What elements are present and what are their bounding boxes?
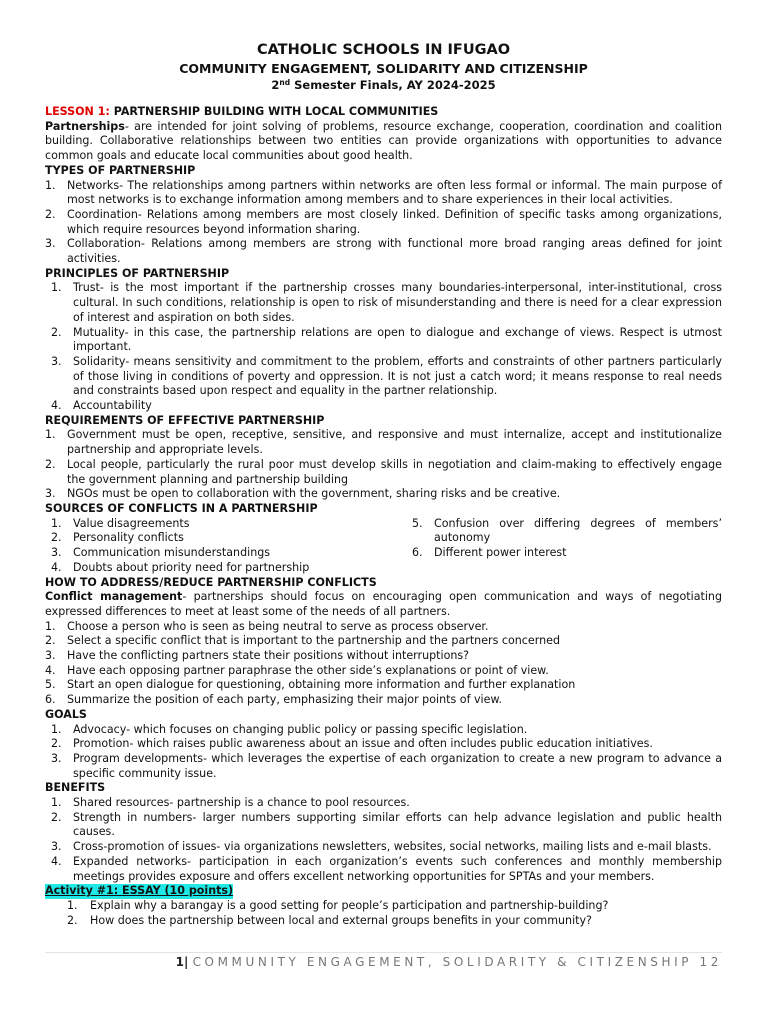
list-item-number: 1. xyxy=(51,516,62,530)
list-item xyxy=(45,737,722,752)
list-item-number: 1. xyxy=(51,281,62,295)
list-item xyxy=(45,723,722,738)
conflict-management-definition: Conflict management- partnerships should focus on encouraging open communication and ways of negotiating expressed differences to meet at least some of the needs of all partners. xyxy=(45,590,722,618)
list-item-number: 2. xyxy=(51,531,62,545)
list-item-text: Local people, particularly the rural poor must develop skills in negotiation and claim-making to effectively engage the government planning and partnership building xyxy=(67,457,722,486)
page-footer xyxy=(45,955,722,969)
list-item xyxy=(45,326,722,355)
list-item xyxy=(45,281,722,325)
list-item-number: 6. xyxy=(412,546,423,560)
list-item-text: Communication misunderstandings xyxy=(73,546,271,560)
list-item xyxy=(45,517,412,532)
term-title: 2nd Semester Finals, AY 2024-2025 xyxy=(271,78,496,92)
list-item-text: Networks- The relationships among partners within networks are often less formal or informal. The main purpose of most networks is to exchange information among members and to share experiences in their local activities. xyxy=(67,178,722,207)
list-item-text: Solidarity- means sensitivity and commitment to the problem, efforts and constraints of other partners particularly of those living in conditions of poverty and oppression. It is not just a catch word; it means response to real needs and constraints based upon respect and equality in the partner relationship. xyxy=(73,354,722,398)
list-item xyxy=(412,517,722,546)
list-item xyxy=(45,752,722,781)
list-item-text: Select a specific conflict that is important to the partnership and the partners concerned xyxy=(67,634,560,648)
list-item-text: Start an open dialogue for questioning, obtaining more information and further explanation xyxy=(67,678,576,692)
list-item-number: 3. xyxy=(51,840,62,854)
list-item xyxy=(45,693,722,708)
list-item xyxy=(45,678,722,693)
list-item xyxy=(45,840,722,855)
list-item-text: Shared resources- partnership is a chance to pool resources. xyxy=(73,796,410,810)
benefits-list xyxy=(45,796,722,884)
list-item xyxy=(45,179,722,208)
requirements-heading: REQUIREMENTS OF EFFECTIVE PARTNERSHIP xyxy=(45,413,325,427)
list-item-number: 1. xyxy=(67,898,78,912)
footer-separator: | xyxy=(184,955,193,969)
list-item xyxy=(45,811,722,840)
footer-course-title: COMMUNITY ENGAGEMENT, SOLIDARITY & CITIZENSHIP 12 xyxy=(192,955,722,969)
list-item-number: 3. xyxy=(51,546,62,560)
list-item xyxy=(45,914,722,929)
list-item xyxy=(45,855,722,884)
footer-divider xyxy=(45,952,722,953)
lesson-heading xyxy=(45,105,722,120)
course-title: COMMUNITY ENGAGEMENT, SOLIDARITY AND CITIZENSHIP xyxy=(179,61,588,76)
list-item-number: 1. xyxy=(45,619,56,633)
list-item-text: Have each opposing partner paraphrase the other side’s explanations or point of view. xyxy=(67,663,549,677)
address-heading: HOW TO ADDRESS/REDUCE PARTNERSHIP CONFLICTS xyxy=(45,575,377,589)
list-item xyxy=(45,546,412,561)
list-item xyxy=(45,531,412,546)
list-item xyxy=(45,796,722,811)
benefits-heading: BENEFITS xyxy=(45,781,106,795)
list-item-number: 4. xyxy=(51,399,62,413)
list-item xyxy=(45,355,722,399)
list-item-number: 4. xyxy=(51,560,62,574)
activity-heading xyxy=(45,884,722,899)
page-number: 1 xyxy=(175,955,184,969)
lesson-title: PARTNERSHIP BUILDING WITH LOCAL COMMUNITIES xyxy=(109,105,439,118)
list-item-number: 2. xyxy=(45,207,56,221)
address-list xyxy=(45,620,722,708)
list-item xyxy=(45,458,722,487)
list-item-text: Value disagreements xyxy=(73,516,190,530)
principles-heading: PRINCIPLES OF PARTNERSHIP xyxy=(45,266,230,280)
list-item xyxy=(45,487,722,502)
list-item xyxy=(45,664,722,679)
list-item-text: Have the conflicting partners state their positions without interruptions? xyxy=(67,649,470,663)
list-item xyxy=(45,649,722,664)
list-item-text: Doubts about priority need for partnership xyxy=(73,560,310,574)
list-item-number: 3. xyxy=(45,237,56,251)
list-item-text: Cross-promotion of issues- via organizations newsletters, websites, social networks, mailing lists and e-mail blasts. xyxy=(73,840,712,854)
conflicts-right-list xyxy=(412,517,722,576)
conflicts-heading: SOURCES OF CONFLICTS IN A PARTNERSHIP xyxy=(45,501,318,515)
list-item-number: 3. xyxy=(45,649,56,663)
list-item-text: Explain why a barangay is a good setting for people’s participation and partnership-building? xyxy=(90,898,609,912)
list-item-number: 2. xyxy=(67,913,78,927)
list-item xyxy=(45,634,722,649)
list-item-number: 1. xyxy=(45,428,56,442)
list-item-number: 1. xyxy=(45,178,56,192)
list-item-number: 2. xyxy=(51,810,62,824)
list-item-number: 2. xyxy=(45,634,56,648)
list-item-text: Collaboration- Relations among members are strong with functional more broad ranging areas defined for joint activities. xyxy=(67,237,722,266)
list-item-text: How does the partnership between local and external groups benefits in your community? xyxy=(90,913,592,927)
activity-label: Activity #1: ESSAY (10 points) xyxy=(45,884,234,898)
list-item-number: 4. xyxy=(51,854,62,868)
types-list xyxy=(45,179,722,267)
list-item-number: 4. xyxy=(45,663,56,677)
list-item-number: 1. xyxy=(51,796,62,810)
list-item-text: Expanded networks- participation in each organization’s events such conferences and monthly membership meetings provides exposure and offers excellent networking opportunities for SPTAs and your members. xyxy=(73,854,722,883)
list-item-number: 2. xyxy=(45,457,56,471)
list-item-number: 1. xyxy=(51,722,62,736)
list-item-text: Trust- is the most important if the partnership crosses many boundaries-interpersonal, inter-institutional, cross cultural. In such conditions, relationship is open to risk of misunderstanding and there is need for a clear expression of interest and aspiration on both sides. xyxy=(73,281,722,324)
document-page xyxy=(45,40,722,928)
goals-list xyxy=(45,723,722,782)
list-item-number: 3. xyxy=(45,487,56,501)
list-item-number: 2. xyxy=(51,737,62,751)
list-item-text: Coordination- Relations among members are most closely linked. Definition of specific tasks among organizations, which require resources beyond information sharing. xyxy=(67,207,722,236)
list-item-text: Confusion over differing degrees of members’ autonomy xyxy=(434,516,722,545)
list-item-text: Personality conflicts xyxy=(73,531,184,545)
list-item-text: Different power interest xyxy=(434,546,567,560)
list-item xyxy=(412,546,722,561)
list-item-text: Strength in numbers- larger numbers supporting similar efforts can help advance legislation and public health causes. xyxy=(73,810,722,839)
list-item-text: Program developments- which leverages the expertise of each organization to create a new program to advance a specific community issue. xyxy=(73,751,722,780)
list-item-number: 6. xyxy=(45,693,56,707)
requirements-list xyxy=(45,428,722,502)
list-item xyxy=(45,237,722,266)
list-item-text: Choose a person who is seen as being neutral to serve as process observer. xyxy=(67,619,489,633)
principles-list xyxy=(45,281,722,413)
goals-heading: GOALS xyxy=(45,707,87,721)
list-item-number: 2. xyxy=(51,325,62,339)
list-item xyxy=(45,399,722,414)
list-item-text: NGOs must be open to collaboration with the government, sharing risks and be creative. xyxy=(67,487,561,501)
list-item-number: 5. xyxy=(45,678,56,692)
list-item-text: Summarize the position of each party, emphasizing their major points of view. xyxy=(67,693,503,707)
list-item-text: Accountability xyxy=(73,399,152,413)
types-heading: TYPES OF PARTNERSHIP xyxy=(45,163,196,177)
conflicts-columns xyxy=(45,517,722,576)
conflicts-left-list xyxy=(45,517,412,576)
list-item-number: 3. xyxy=(51,751,62,765)
list-item-text: Promotion- which raises public awareness about an issue and often includes public education initiatives. xyxy=(73,737,653,751)
lesson-label: LESSON 1: xyxy=(45,105,110,118)
partnerships-definition: Partnerships- are intended for joint solving of problems, resource exchange, cooperation, coordination and coalition building. Collaborative relationships between two entities can provide organizations with opportunities to advance common goals and educate local communities about good health. xyxy=(45,119,722,163)
list-item-text: Advocacy- which focuses on changing public policy or passing specific legislation. xyxy=(73,722,528,736)
list-item-number: 5. xyxy=(412,516,423,530)
list-item-text: Government must be open, receptive, sensitive, and responsive and must internalize, accept and institutionalize partnership and appropriate levels. xyxy=(67,428,722,457)
list-item xyxy=(45,899,722,914)
list-item xyxy=(45,428,722,457)
list-item xyxy=(45,561,412,576)
list-item xyxy=(45,208,722,237)
school-title: CATHOLIC SCHOOLS IN IFUGAO xyxy=(256,42,511,58)
list-item xyxy=(45,620,722,635)
list-item-number: 3. xyxy=(51,354,62,368)
activity-list xyxy=(45,899,722,928)
list-item-text: Mutuality- in this case, the partnership relations are open to dialogue and exchange of views. Respect is utmost important. xyxy=(73,325,722,354)
